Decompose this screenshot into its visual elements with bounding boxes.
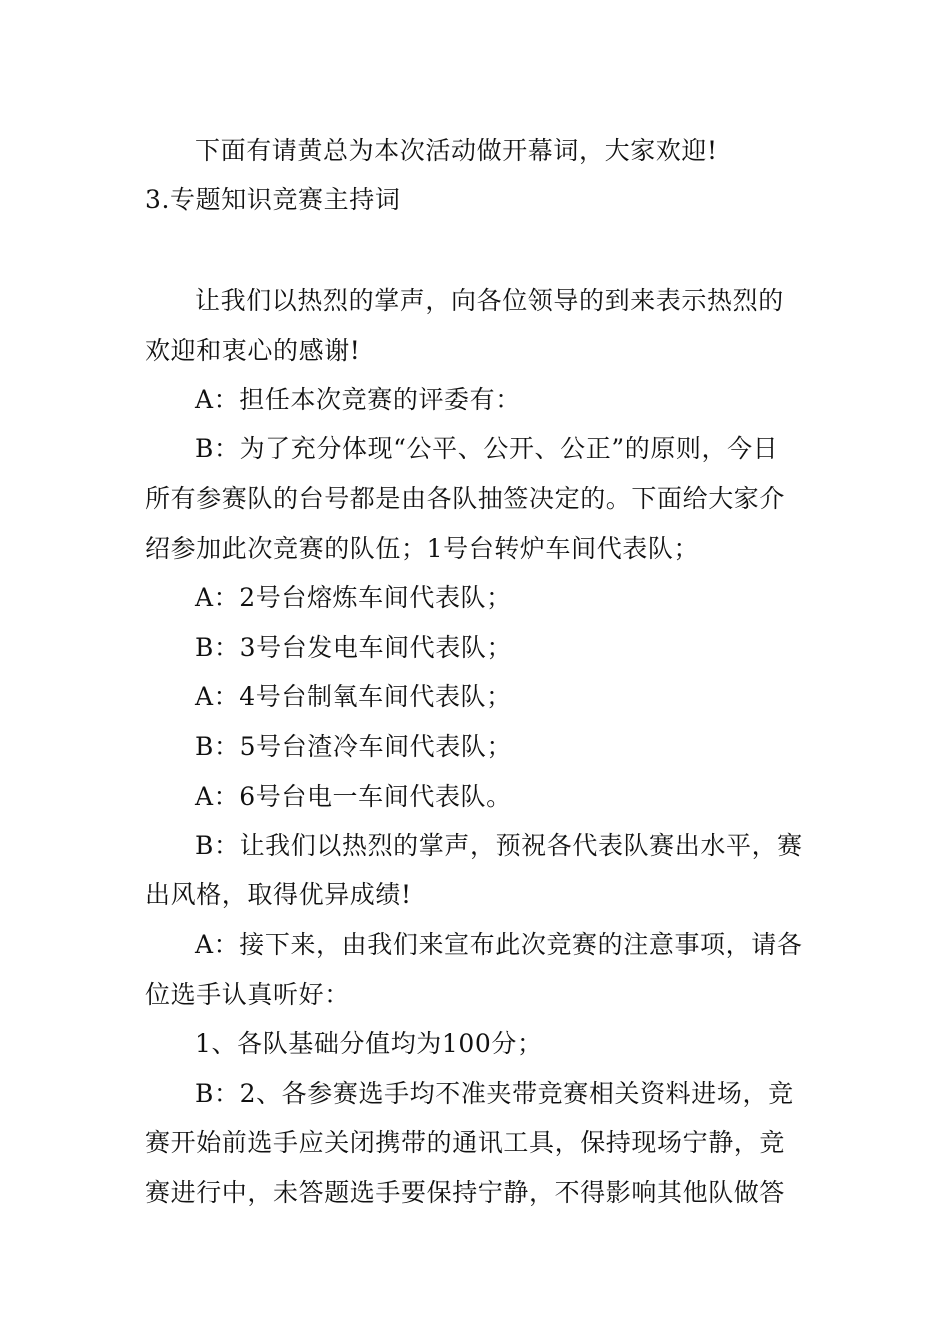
paragraph-line: A：担任本次竞赛的评委有：	[195, 385, 521, 414]
paragraph-line: 出风格，取得优异成绩!	[145, 880, 412, 909]
paragraph-line: A：6号台电一车间代表队。	[195, 782, 512, 811]
paragraph-line: A：2号台熔炼车间代表队；	[195, 583, 512, 612]
paragraph-line: 1、各队基础分值均为100分；	[195, 1029, 543, 1058]
paragraph-line: B：3号台发电车间代表队；	[195, 633, 513, 662]
section-heading: 3.专题知识竞赛主持词	[145, 185, 401, 214]
paragraph-line: 让我们以热烈的掌声，向各位领导的到来表示热烈的	[195, 286, 784, 315]
paragraph-line: 所有参赛队的台号都是由各队抽签决定的。下面给大家介	[145, 484, 786, 513]
paragraph-line: B：为了充分体现“公平、公开、公正”的原则，今日	[195, 434, 779, 463]
paragraph-line: 欢迎和衷心的感谢!	[145, 336, 361, 365]
paragraph-line: B：5号台渣冷车间代表队；	[195, 732, 513, 761]
paragraph-line: 绍参加此次竞赛的队伍；1号台转炉车间代表队；	[145, 534, 700, 563]
paragraph-line: 下面有请黄总为本次活动做开幕词，大家欢迎!	[195, 136, 718, 165]
paragraph-line: 赛开始前选手应关闭携带的通讯工具，保持现场宁静，竞	[145, 1128, 786, 1157]
paragraph-line: 位选手认真听好：	[145, 980, 350, 1009]
paragraph-line: 赛进行中，未答题选手要保持宁静，不得影响其他队做答	[145, 1178, 786, 1207]
paragraph-line: B：让我们以热烈的掌声，预祝各代表队赛出水平，赛	[195, 831, 803, 860]
paragraph-line: A：接下来，由我们来宣布此次竞赛的注意事项，请各	[195, 930, 803, 959]
paragraph-line: B：2、各参赛选手均不准夹带竞赛相关资料进场，竞	[195, 1079, 794, 1108]
paragraph-line: A：4号台制氧车间代表队；	[195, 682, 512, 711]
